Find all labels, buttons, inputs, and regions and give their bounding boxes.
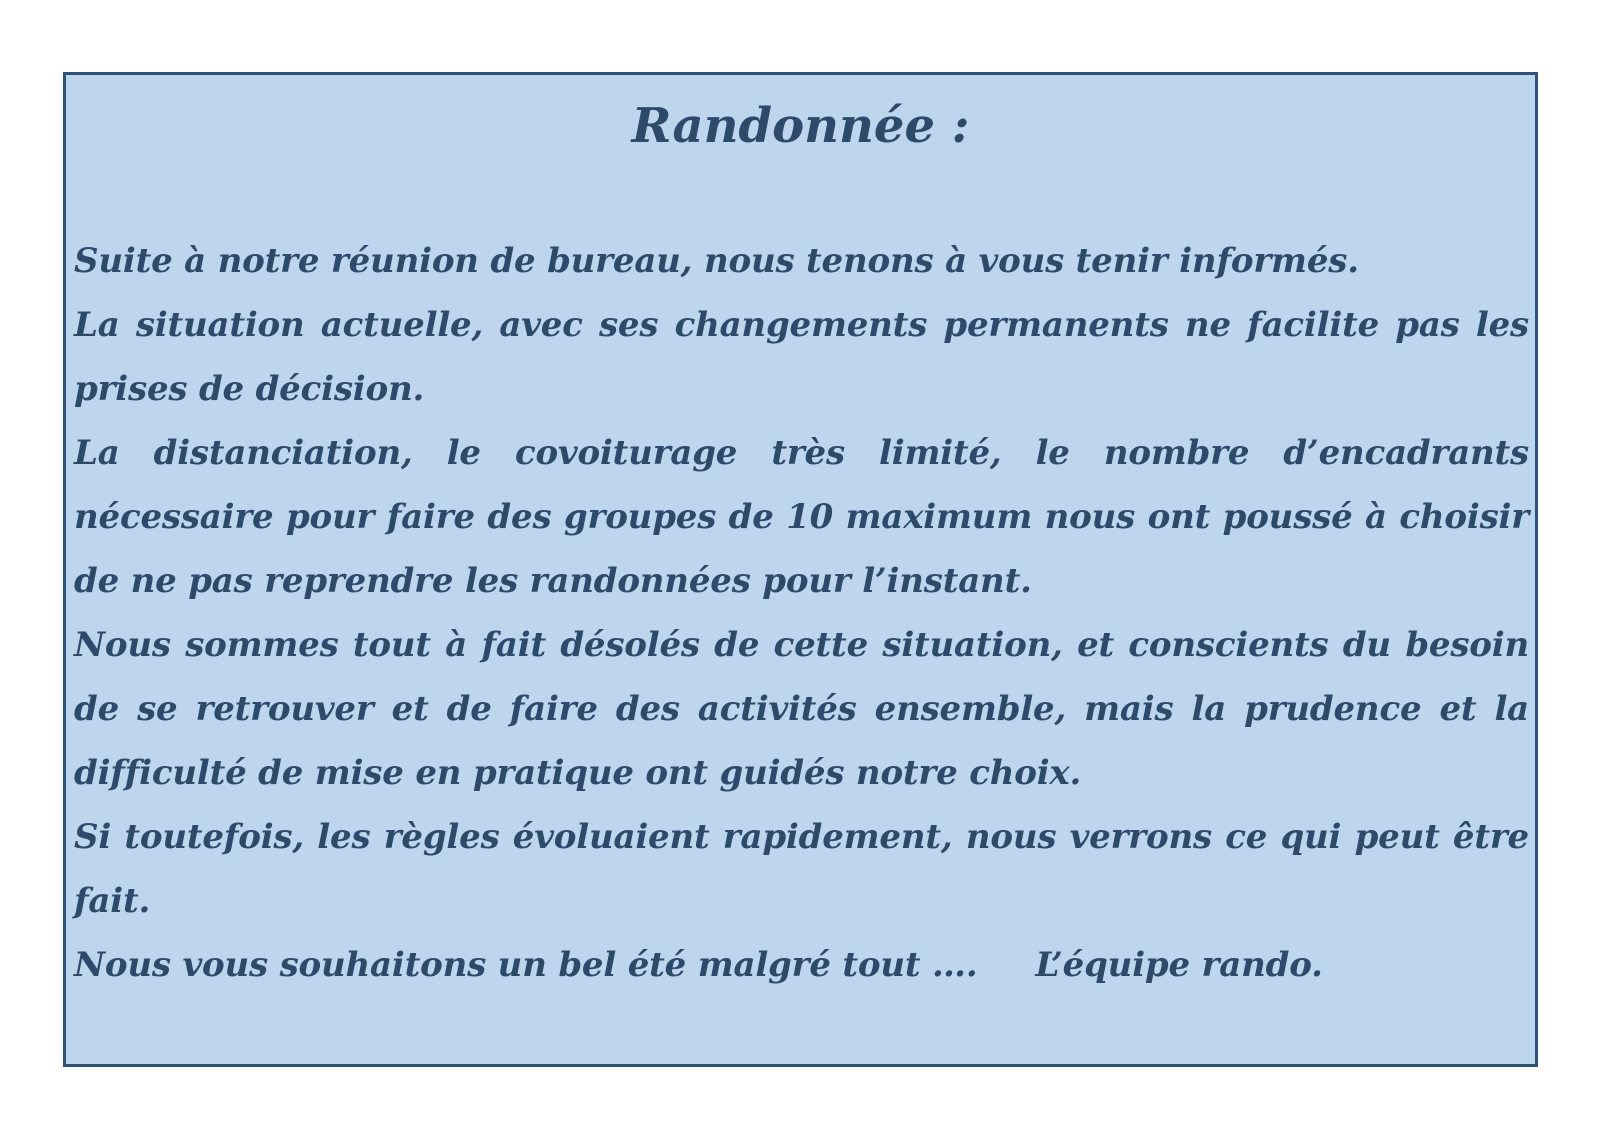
paragraph-apology: Nous sommes tout à fait désolés de cette situation, et conscients du besoin de se retrouver et de faire des activités ensemble, mais la prudence et la difficulté de mise en pratique ont guidés notre choix. [74, 625, 1529, 793]
notice-body [74, 229, 1529, 997]
paragraph-intro: Suite à notre réunion de bureau, nous tenons à vous tenir informés. [74, 241, 1359, 281]
paragraph-outlook: Si toutefois, les règles évoluaient rapidement, nous verrons ce qui peut être fait. [74, 817, 1529, 921]
closing-text: Nous vous souhaitons un bel été malgré tout …. [74, 945, 978, 985]
signoff-line [74, 933, 1529, 997]
signature: L’équipe rando. [1035, 945, 1323, 985]
notice-box [63, 72, 1538, 1067]
notice-title: Randonnée : [631, 98, 970, 154]
paragraph-situation: La situation actuelle, avec ses changements permanents ne facilite pas les prises de décision. [74, 305, 1529, 409]
paragraph-constraints: La distanciation, le covoiturage très limité, le nombre d’encadrants nécessaire pour faire des groupes de 10 maximum nous ont poussé à choisir de ne pas reprendre les randonnées pour l’instant. [74, 433, 1529, 601]
